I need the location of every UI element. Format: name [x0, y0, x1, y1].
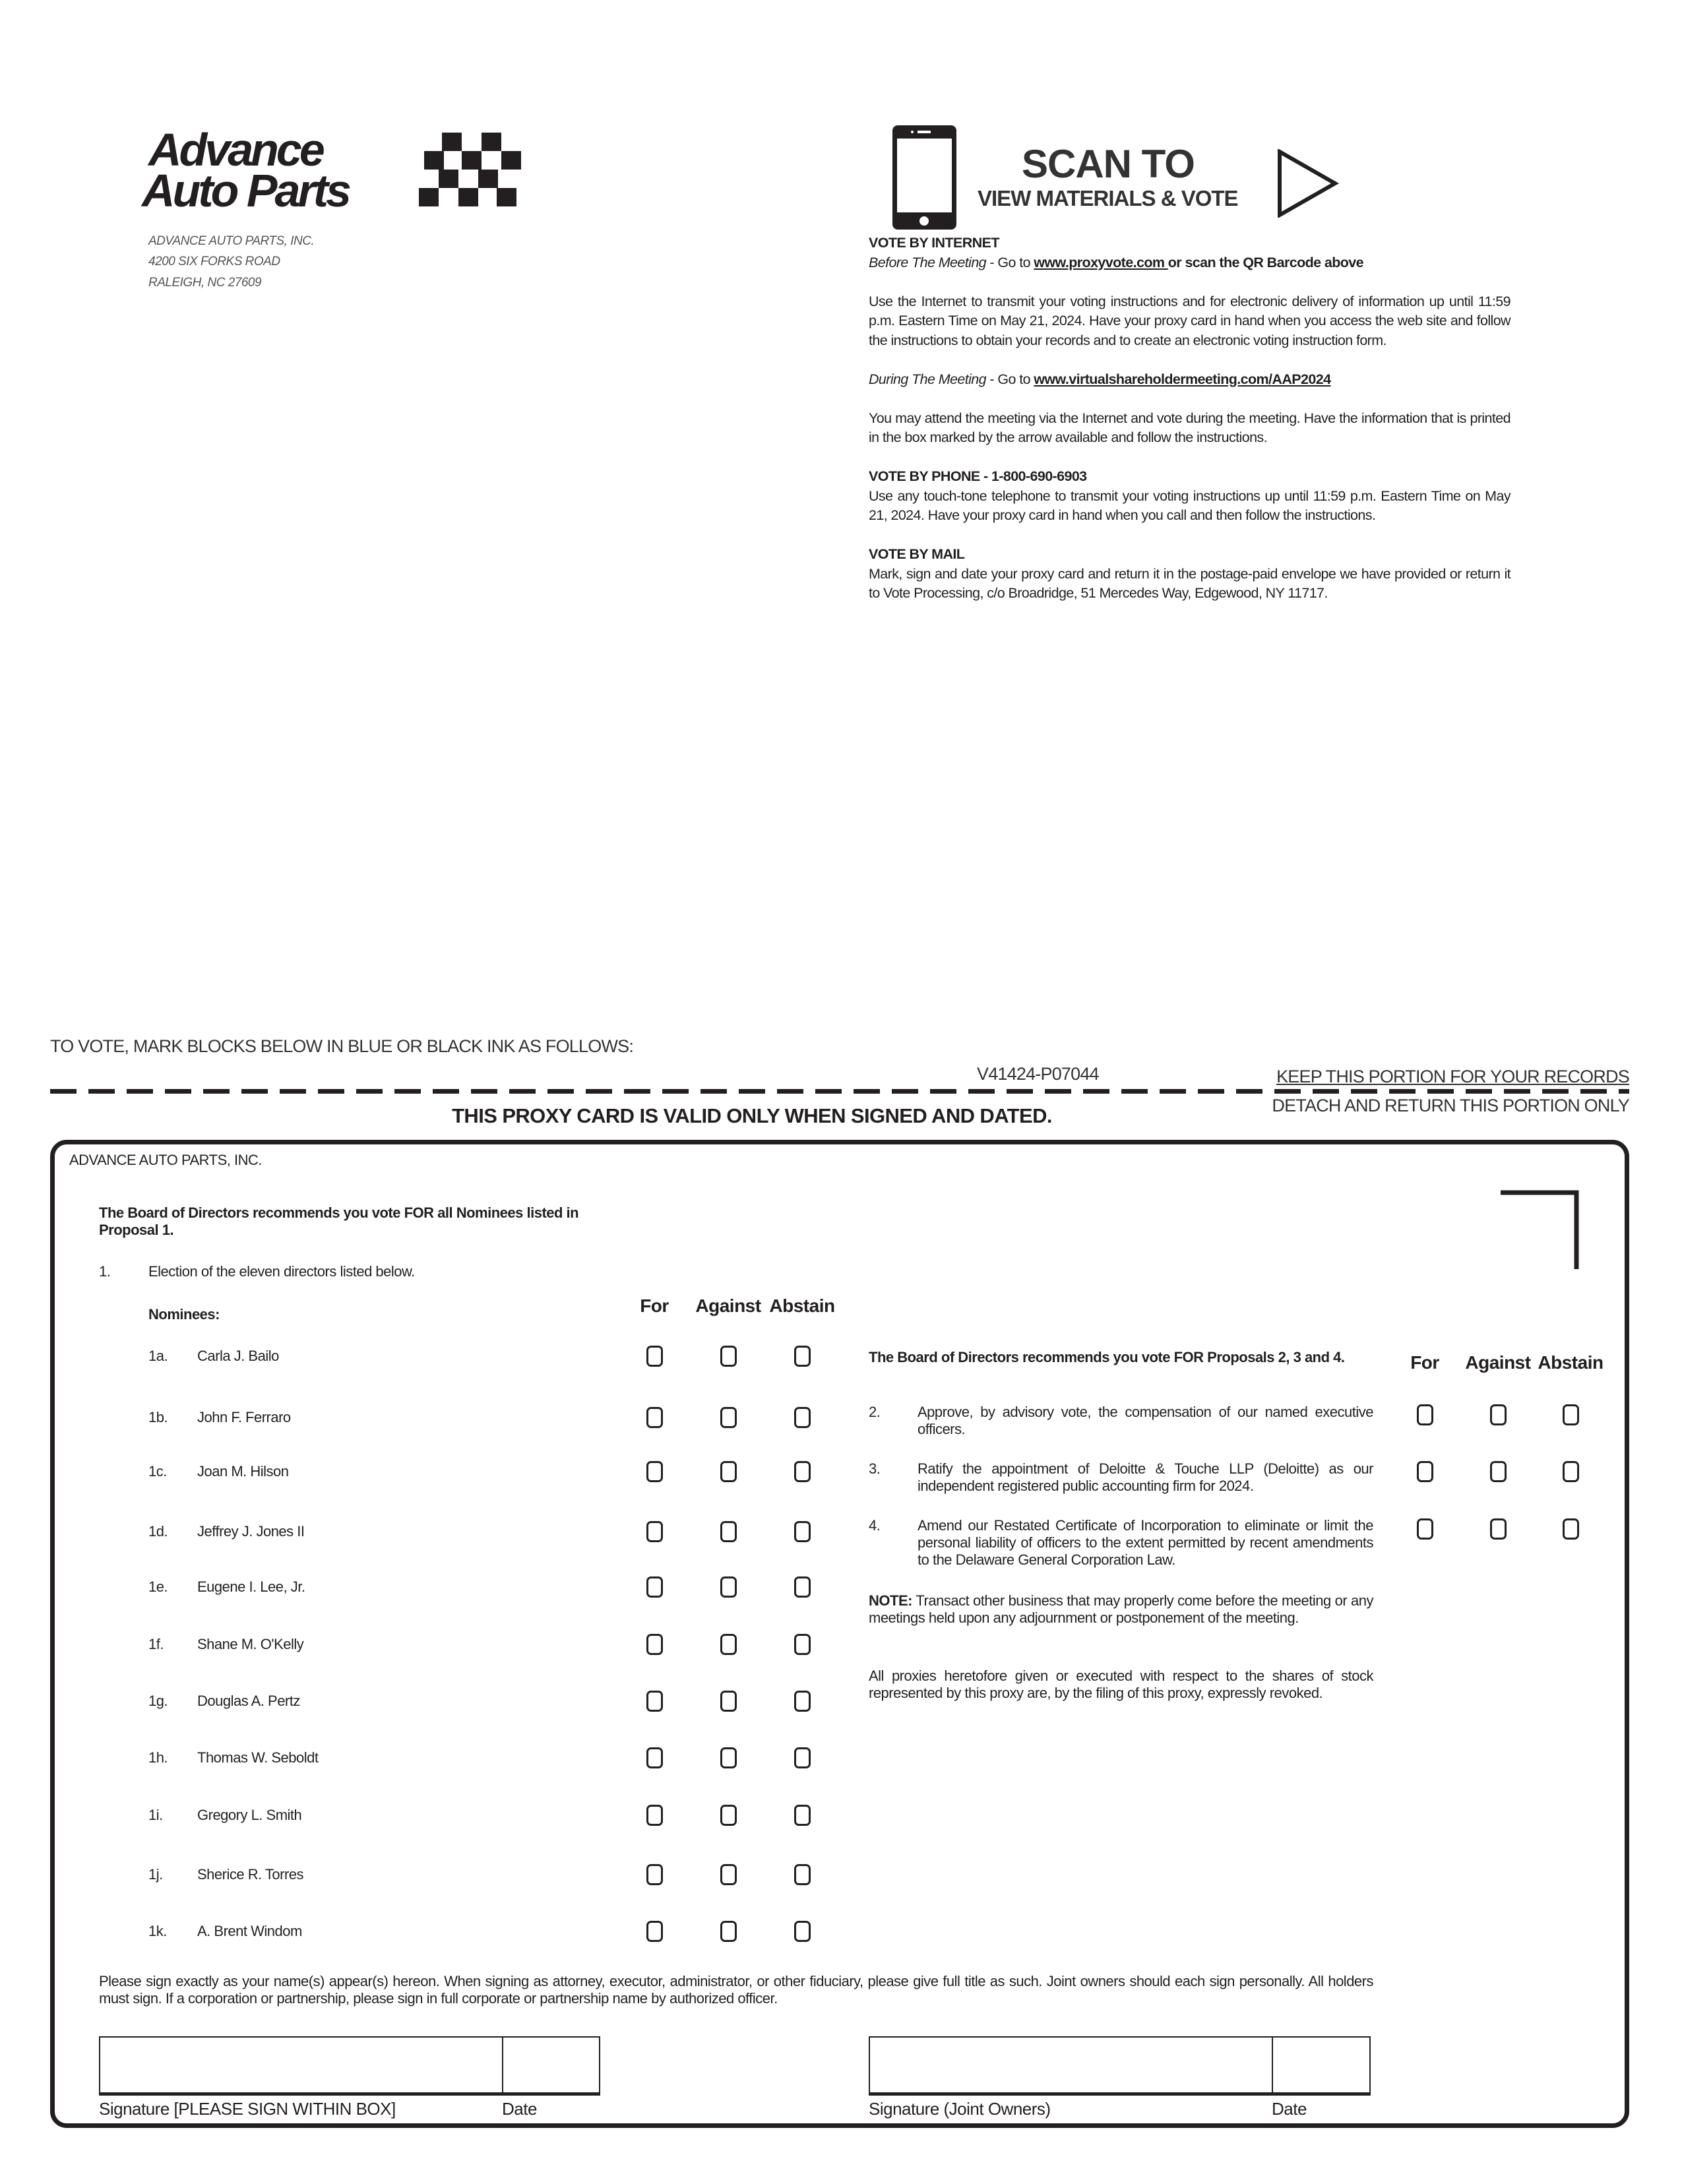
checkbox-against[interactable] [720, 1461, 737, 1482]
checkbox-for[interactable] [646, 1634, 663, 1655]
nominee-name: Jeffrey J. Jones II [197, 1523, 305, 1540]
nominee-name: Eugene I. Lee, Jr. [197, 1578, 305, 1595]
sign-instructions: Please sign exactly as your name(s) appear(s) hereon. When signing as attorney, executor, administrator, or other fiduciary, please give full title as such. Joint owners should each sign personally. All holders must sign. If a corporation or partnership, please sign in full corporate or partnership name by authorized officer. [99, 1973, 1373, 2007]
nominee-name: Sherice R. Torres [197, 1866, 304, 1883]
proposal-number: 3. [869, 1460, 881, 1477]
checkbox-for[interactable] [646, 1346, 663, 1367]
proposal1-text: Election of the eleven directors listed below. [148, 1263, 415, 1280]
corner-mark-icon [1501, 1190, 1580, 1269]
col-header-abstain-2: Abstain [1538, 1352, 1604, 1373]
joint-signature-box[interactable] [869, 2036, 1371, 2096]
phone-body: Use any touch-tone telephone to transmit your voting instructions up until 11:59 p.m. Eastern Time on May 21, 2024. Have your proxy card in hand when you call and then follow the instructions. [869, 487, 1511, 523]
checkbox-for[interactable] [646, 1805, 663, 1826]
proposal-number: 2. [869, 1404, 881, 1420]
checkbox-abstain[interactable] [794, 1461, 811, 1482]
card-company: ADVANCE AUTO PARTS, INC. [69, 1152, 262, 1168]
nominee-number: 1d. [148, 1523, 168, 1540]
col-header-abstain: Abstain [769, 1295, 835, 1316]
checkbox-for[interactable] [646, 1576, 663, 1598]
before-goto: - Go to [986, 254, 1034, 270]
during-meeting-label: During The Meeting [869, 371, 987, 387]
note-body: Transact other business that may properly come before the meeting or any meetings held upon any adjournment or postponement of the meeting. [869, 1592, 1373, 1626]
internet-body: Use the Internet to transmit your voting instructions and for electronic delivery of information up until 11:59 p.m. Eastern Time on May 21, 2024. Have your proxy card in hand when you access the web site and follow the instructions to obtain your records and to create an electronic voting instruction form. [869, 293, 1511, 348]
logo-line-1: Advance [148, 124, 323, 175]
mail-heading: VOTE BY MAIL [869, 546, 965, 562]
checkbox-abstain[interactable] [794, 1346, 811, 1367]
checkbox-for[interactable] [1417, 1461, 1433, 1482]
checkbox-abstain[interactable] [794, 1921, 811, 1942]
checkbox-against[interactable] [720, 1921, 737, 1942]
scan-subtitle: VIEW MATERIALS & VOTE [978, 186, 1238, 210]
nominee-number: 1b. [148, 1409, 168, 1425]
nominee-name: Joan M. Hilson [197, 1463, 289, 1480]
nominee-name: Gregory L. Smith [197, 1807, 302, 1823]
proposal-number: 4. [869, 1517, 881, 1534]
checkbox-for[interactable] [646, 1691, 663, 1712]
mail-body: Mark, sign and date your proxy card and return it in the postage-paid envelope we have provided or return it to Vote Processing, c/o Broadridge, 51 Mercedes Way, Edgewood, NY 11717. [869, 565, 1511, 601]
checkbox-abstain[interactable] [794, 1521, 811, 1542]
checkbox-for[interactable] [1417, 1404, 1433, 1425]
proposals-recommendation: The Board of Directors recommends you vote FOR Proposals 2, 3 and 4. [869, 1349, 1345, 1365]
col-header-against: Against [695, 1295, 761, 1316]
valid-notice: THIS PROXY CARD IS VALID ONLY WHEN SIGNED AND DATED. [452, 1104, 1052, 1127]
control-code: V41424-P07044 [977, 1064, 1099, 1084]
signature-label: Signature [PLEASE SIGN WITHIN BOX] [99, 2099, 396, 2119]
checkbox-against[interactable] [1490, 1461, 1507, 1482]
nominee-number: 1e. [148, 1578, 168, 1595]
proposal-text: Ratify the appointment of Deloitte & Touche LLP (Deloitte) as our independent registered public accounting firm for 2024. [918, 1460, 1373, 1494]
col-header-for: For [640, 1295, 669, 1316]
nominee-number: 1c. [148, 1463, 167, 1480]
joint-signature-label: Signature (Joint Owners) [869, 2099, 1051, 2119]
checkbox-abstain[interactable] [794, 1634, 811, 1655]
col-header-against-2: Against [1465, 1352, 1531, 1373]
proposal-text: Approve, by advisory vote, the compensation of our named executive officers. [918, 1404, 1373, 1437]
checkbox-abstain[interactable] [1563, 1461, 1579, 1482]
detach-return-label: DETACH AND RETURN THIS PORTION ONLY [1272, 1096, 1629, 1115]
arrow-triangle-icon [1277, 149, 1339, 218]
checkbox-against[interactable] [720, 1521, 737, 1542]
before-meeting-label: Before The Meeting [869, 254, 987, 270]
logo-line-2: Auto Parts [142, 165, 349, 216]
joint-date-label: Date [1272, 2099, 1307, 2119]
checkered-flag-icon [419, 129, 531, 218]
nominee-name: Carla J. Bailo [197, 1348, 279, 1364]
checkbox-against[interactable] [720, 1864, 737, 1885]
checkbox-abstain[interactable] [1563, 1518, 1579, 1540]
nominee-name: John F. Ferraro [197, 1409, 291, 1425]
checkbox-against[interactable] [720, 1634, 737, 1655]
checkbox-abstain[interactable] [1563, 1404, 1579, 1425]
nominee-name: A. Brent Windom [197, 1923, 302, 1939]
note-label: NOTE: [869, 1592, 912, 1609]
nominee-number: 1g. [148, 1693, 168, 1709]
proposal1-number: 1. [99, 1263, 111, 1280]
nominee-number: 1j. [148, 1866, 163, 1883]
company-address-street: 4200 SIX FORKS ROAD [148, 255, 280, 268]
proposal-text: Amend our Restated Certificate of Incorporation to eliminate or limit the personal liability of officers to the extent permitted by recent amendments to the Delaware General Corporation Law. [918, 1517, 1373, 1568]
internet-heading: VOTE BY INTERNET [869, 235, 999, 251]
checkbox-abstain[interactable] [794, 1864, 811, 1885]
checkbox-abstain[interactable] [794, 1407, 811, 1428]
nominee-number: 1a. [148, 1348, 168, 1364]
checkbox-for[interactable] [646, 1407, 663, 1428]
virtual-meeting-link[interactable]: www.virtualshareholdermeeting.com/AAP2024 [1034, 371, 1331, 387]
checkbox-abstain[interactable] [794, 1576, 811, 1598]
checkbox-for[interactable] [1417, 1518, 1433, 1540]
checkbox-for[interactable] [646, 1921, 663, 1942]
nominee-name: Shane M. O'Kelly [197, 1636, 304, 1652]
advance-auto-parts-logo [142, 124, 531, 222]
note-text [869, 1592, 1373, 1627]
company-address-name: ADVANCE AUTO PARTS, INC. [148, 234, 315, 248]
checkbox-against[interactable] [720, 1691, 737, 1712]
nominees-label: Nominees: [148, 1306, 220, 1323]
checkbox-abstain[interactable] [794, 1747, 811, 1768]
nominee-number: 1f. [148, 1636, 164, 1652]
signature-box[interactable] [99, 2036, 600, 2096]
revoke-text: All proxies heretofore given or executed with respect to the shares of stock represented by this proxy are, by the filing of this proxy, expressly revoked. [869, 1668, 1373, 1701]
during-body: You may attend the meeting via the Internet and vote during the meeting. Have the information that is printed in the box marked by the arrow available and follow the instructions. [869, 410, 1511, 445]
col-header-for-2: For [1410, 1352, 1439, 1373]
checkbox-abstain[interactable] [794, 1805, 811, 1826]
checkbox-against[interactable] [720, 1747, 737, 1768]
voting-instructions [869, 234, 1511, 623]
company-address-city: RALEIGH, NC 27609 [148, 276, 262, 290]
checkbox-for[interactable] [646, 1864, 663, 1885]
nominee-number: 1k. [148, 1923, 167, 1939]
qr-instruction: or scan the QR Barcode above [1168, 254, 1364, 270]
checkbox-for[interactable] [646, 1521, 663, 1542]
smartphone-icon [892, 125, 956, 230]
scan-title: SCAN TO [1022, 142, 1195, 186]
nominee-name: Thomas W. Seboldt [197, 1749, 319, 1766]
checkbox-against[interactable] [720, 1407, 737, 1428]
keep-portion-label: KEEP THIS PORTION FOR YOUR RECORDS [1276, 1067, 1629, 1086]
date-label: Date [502, 2099, 537, 2119]
checkbox-abstain[interactable] [794, 1691, 811, 1712]
nominee-number: 1i. [148, 1807, 163, 1823]
checkbox-against[interactable] [720, 1805, 737, 1826]
checkbox-for[interactable] [646, 1461, 663, 1482]
checkbox-against[interactable] [720, 1346, 737, 1367]
proxyvote-link[interactable]: www.proxyvote.com [1034, 254, 1168, 270]
during-goto: - Go to [986, 371, 1034, 387]
checkbox-against[interactable] [1490, 1404, 1507, 1425]
nominee-name: Douglas A. Pertz [197, 1693, 300, 1709]
checkbox-against[interactable] [1490, 1518, 1507, 1540]
nominee-number: 1h. [148, 1749, 168, 1766]
checkbox-against[interactable] [720, 1576, 737, 1598]
detach-line[interactable] [50, 1089, 1629, 1094]
phone-heading: VOTE BY PHONE - 1-800-690-6903 [869, 468, 1087, 484]
proposal1-recommendation: The Board of Directors recommends you vote FOR all Nominees listed in Proposal 1. [99, 1204, 579, 1238]
mark-instructions: TO VOTE, MARK BLOCKS BELOW IN BLUE OR BLACK INK AS FOLLOWS: [50, 1036, 634, 1056]
checkbox-for[interactable] [646, 1747, 663, 1768]
